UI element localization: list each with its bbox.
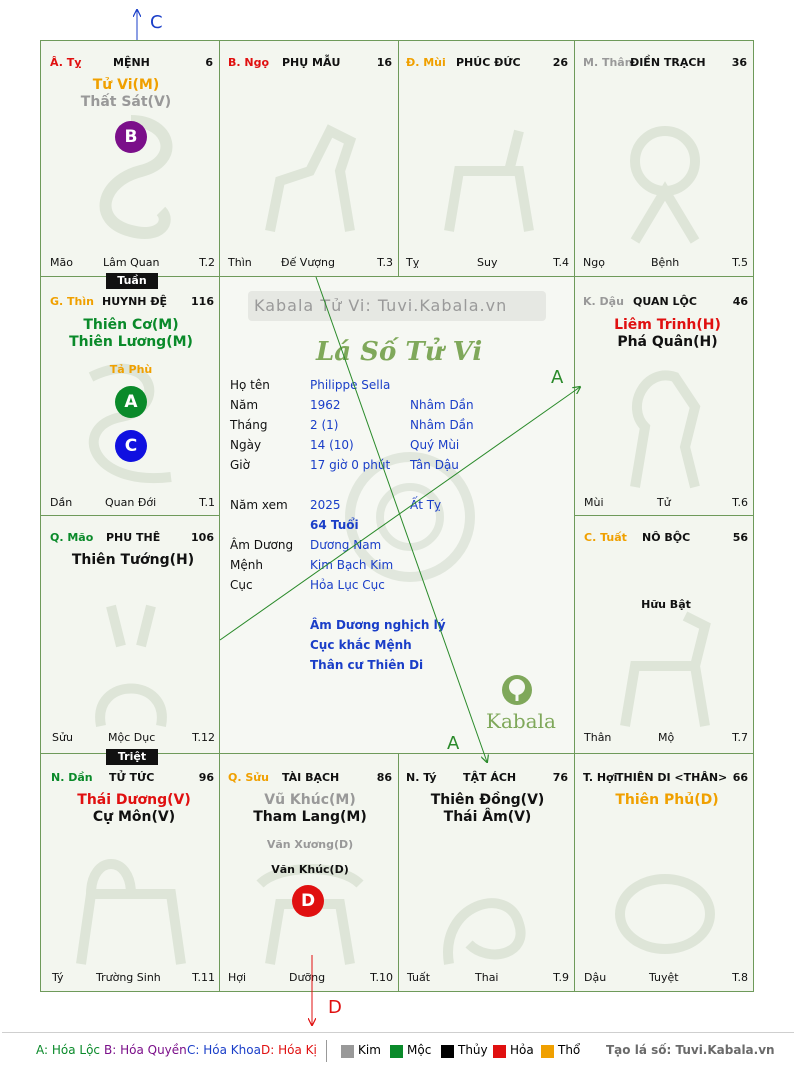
- palace-number: 16: [376, 56, 392, 69]
- bottom-left-label: Tý: [52, 971, 64, 984]
- palace-number: 76: [552, 771, 568, 784]
- star-van-khuc: Văn Khúc(D): [271, 863, 349, 876]
- bottom-right-label: T.10: [370, 971, 393, 984]
- legend-thuy: Thủy: [458, 1043, 488, 1057]
- palace-name: TẬT ÁCH: [463, 771, 517, 784]
- info-value: 14 (10): [310, 438, 354, 452]
- bottom-mid-label: Tuyệt: [649, 971, 679, 984]
- kim-swatch: [341, 1045, 354, 1058]
- bottom-left-label: Tuất: [407, 971, 431, 984]
- arrow-d-label: D: [328, 997, 342, 1018]
- age-value: 64 Tuổi: [310, 518, 359, 532]
- bottom-left-label: Tỵ: [406, 256, 420, 269]
- info-label: Năm: [230, 398, 259, 412]
- branch-label: C. Tuất: [584, 531, 627, 544]
- legend-moc: Mộc: [407, 1043, 432, 1057]
- star-ta-phu: Tả Phù: [109, 363, 153, 376]
- star-thien-dong: Thiên Đồng(V): [430, 792, 545, 808]
- bottom-right-label: T.2: [199, 256, 215, 269]
- star-thien-phu: Thiên Phủ(D): [615, 792, 719, 808]
- bottom-mid-label: Thai: [475, 971, 499, 984]
- hoa-khoa-badge: C: [115, 430, 147, 462]
- arrow-c-label: C: [150, 12, 163, 33]
- palace-number: 6: [205, 56, 213, 69]
- arrow-a-bottom-label: A: [447, 733, 460, 754]
- bottom-left-label: Thìn: [228, 256, 252, 269]
- palace-name: MỆNH: [113, 56, 150, 69]
- palace-name: TÀI BẠCH: [282, 771, 340, 784]
- bottom-right-label: T.3: [377, 256, 393, 269]
- star-thien-tuong: Thiên Tướng(H): [71, 552, 195, 568]
- tuan-tag: Tuần: [106, 273, 158, 289]
- hoa-loc-badge: A: [115, 386, 147, 418]
- bottom-left-label: Thân: [584, 731, 612, 744]
- palace-number: 86: [376, 771, 392, 784]
- palace-number: 56: [732, 531, 748, 544]
- star-van-xuong: Văn Xương(D): [266, 838, 354, 851]
- palace-name: TỬ TỨC: [109, 771, 155, 784]
- info-label: Họ tên: [230, 378, 270, 392]
- bottom-mid-label: Bệnh: [651, 256, 680, 269]
- palace-name: ĐIỀN TRẠCH: [630, 56, 706, 69]
- star-thien-luong: Thiên Lương(M): [69, 334, 193, 350]
- branch-label: G. Thìn: [50, 295, 94, 308]
- info-extra: Ất Tỵ: [410, 498, 442, 512]
- bottom-right-label: T.4: [553, 256, 569, 269]
- palace-number: 106: [191, 531, 214, 544]
- legend-tho: Thổ: [558, 1043, 581, 1057]
- palace-name: NÔ BỘC: [642, 531, 691, 544]
- branch-label: N. Dần: [51, 771, 93, 784]
- bottom-right-label: T.1: [199, 496, 215, 509]
- palace-number: 26: [552, 56, 568, 69]
- star-vu-khuc: Vũ Khúc(M): [264, 792, 356, 808]
- bottom-left-label: Mùi: [584, 496, 604, 509]
- bottom-left-label: Hợi: [228, 971, 247, 984]
- legend-kim: Kim: [358, 1043, 381, 1057]
- bottom-right-label: T.8: [732, 971, 748, 984]
- branch-label: Đ. Mùi: [406, 56, 446, 69]
- info-label: Ngày: [230, 438, 262, 452]
- arrow-a-right-label: A: [551, 367, 564, 388]
- info-extra: Quý Mùi: [410, 438, 460, 452]
- bottom-left-label: Sửu: [52, 731, 73, 744]
- branch-label: Q. Mão: [50, 531, 94, 544]
- info-value: 1962: [310, 398, 341, 412]
- note-text: Thân cư Thiên Di: [310, 658, 424, 672]
- legend-hoa: Hỏa: [510, 1043, 534, 1057]
- legend-hoa-quyen: B: Hóa Quyền: [104, 1043, 187, 1057]
- info-extra: Nhâm Dần: [410, 398, 474, 412]
- moc-swatch: [390, 1045, 403, 1058]
- info-value: Philippe Sella: [310, 378, 391, 392]
- legend-hoa-khoa: C: Hóa Khoa: [187, 1043, 261, 1057]
- star-liem-trinh: Liêm Trinh(H): [614, 317, 721, 333]
- palace-number: 116: [191, 295, 214, 308]
- branch-label: Â. Tỵ: [50, 56, 82, 69]
- palace-name: HUYNH ĐỆ: [102, 295, 168, 308]
- star-thai-am: Thái Âm(V): [443, 809, 532, 825]
- note-text: Âm Dương nghịch lý: [310, 618, 446, 632]
- hoa-quyen-badge: B: [115, 121, 147, 153]
- legend-divider: [2, 1032, 794, 1033]
- bottom-right-label: T.7: [732, 731, 748, 744]
- legend-hoa-ki: D: Hóa Kị: [261, 1043, 317, 1057]
- star-that-sat: Thất Sát(V): [80, 94, 172, 110]
- star-huu-bat: Hữu Bật: [641, 598, 691, 611]
- branch-label: B. Ngọ: [228, 56, 270, 69]
- info-label: Năm xem: [230, 498, 288, 512]
- palace-number: 96: [198, 771, 214, 784]
- palace-name: QUAN LỘC: [633, 295, 697, 308]
- thuy-swatch: [441, 1045, 454, 1058]
- branch-label: T. Hợi: [583, 771, 618, 784]
- star-thai-duong: Thái Dương(V): [77, 792, 191, 808]
- palace-number: 36: [731, 56, 747, 69]
- tho-swatch: [541, 1045, 554, 1058]
- info-value: Hỏa Lục Cục: [310, 578, 385, 592]
- star-cu-mon: Cự Môn(V): [92, 809, 176, 825]
- info-label: Tháng: [230, 418, 268, 432]
- bottom-mid-label: Mộc Dục: [108, 731, 156, 744]
- info-value: 2025: [310, 498, 341, 512]
- branch-label: M. Thân: [583, 56, 633, 69]
- bottom-mid-label: Dưỡng: [289, 971, 326, 984]
- note-text: Cục khắc Mệnh: [310, 638, 412, 652]
- star-pha-quan: Phá Quân(H): [617, 334, 718, 350]
- bottom-left-label: Dậu: [584, 971, 607, 984]
- info-value: 17 giờ 0 phút: [310, 458, 391, 472]
- bottom-mid-label: Mộ: [658, 731, 675, 744]
- palace-number: 66: [732, 771, 748, 784]
- bottom-mid-label: Tử: [657, 496, 671, 509]
- arrow-a-right: [220, 387, 580, 640]
- bottom-right-label: T.12: [192, 731, 215, 744]
- arrow-a-down: [316, 277, 487, 762]
- info-extra: Nhâm Dần: [410, 418, 474, 432]
- legend-site[interactable]: Tạo lá số: Tuvi.Kabala.vn: [606, 1043, 775, 1057]
- kabala-logo-text: Kabala: [486, 709, 556, 733]
- bottom-left-label: Ngọ: [583, 256, 605, 269]
- legend-hoa-loc: A: Hóa Lộc: [36, 1043, 101, 1057]
- bottom-mid-label: Lâm Quan: [103, 256, 160, 269]
- info-label: Giờ: [230, 458, 250, 472]
- info-label: Mệnh: [230, 558, 263, 572]
- palace-name: THIÊN DI <THÂN>: [616, 771, 728, 784]
- branch-label: Q. Sửu: [228, 771, 269, 784]
- info-label: Cục: [230, 578, 253, 592]
- info-extra: Tân Dậu: [410, 458, 459, 472]
- branch-label: N. Tý: [406, 771, 437, 784]
- bottom-right-label: T.5: [732, 256, 748, 269]
- hoa-swatch: [493, 1045, 506, 1058]
- legend-separator: [326, 1040, 327, 1062]
- palace-name: PHỤ MẪU: [282, 56, 341, 69]
- bottom-left-label: Dần: [50, 496, 73, 509]
- bottom-mid-label: Quan Đới: [105, 496, 157, 509]
- chart-title: Lá Số Tử Vi: [316, 337, 483, 367]
- info-label: Âm Dương: [230, 538, 294, 552]
- info-value: 2 (1): [310, 418, 339, 432]
- bottom-mid-label: Trường Sinh: [96, 971, 161, 984]
- star-tham-lang: Tham Lang(M): [253, 809, 367, 825]
- bottom-right-label: T.9: [553, 971, 569, 984]
- info-value: Kim Bạch Kim: [310, 558, 394, 572]
- star-thien-co: Thiên Cơ(M): [83, 317, 179, 333]
- info-value: Dương Nam: [310, 538, 382, 552]
- branch-label: K. Dậu: [583, 295, 624, 308]
- bottom-mid-label: Đế Vượng: [281, 256, 335, 269]
- bottom-mid-label: Suy: [477, 256, 498, 269]
- bottom-right-label: T.6: [732, 496, 748, 509]
- hoa-ki-badge: D: [292, 885, 324, 917]
- banner-text: Kabala Tử Vi: Tuvi.Kabala.vn: [254, 296, 508, 315]
- palace-number: 46: [732, 295, 748, 308]
- triet-tag: Triệt: [106, 749, 158, 765]
- bottom-left-label: Mão: [50, 256, 73, 269]
- bottom-right-label: T.11: [192, 971, 215, 984]
- palace-name: PHU THÊ: [106, 531, 161, 544]
- star-tu-vi: Tử Vi(M): [92, 77, 160, 93]
- palace-name: PHÚC ĐỨC: [456, 56, 521, 69]
